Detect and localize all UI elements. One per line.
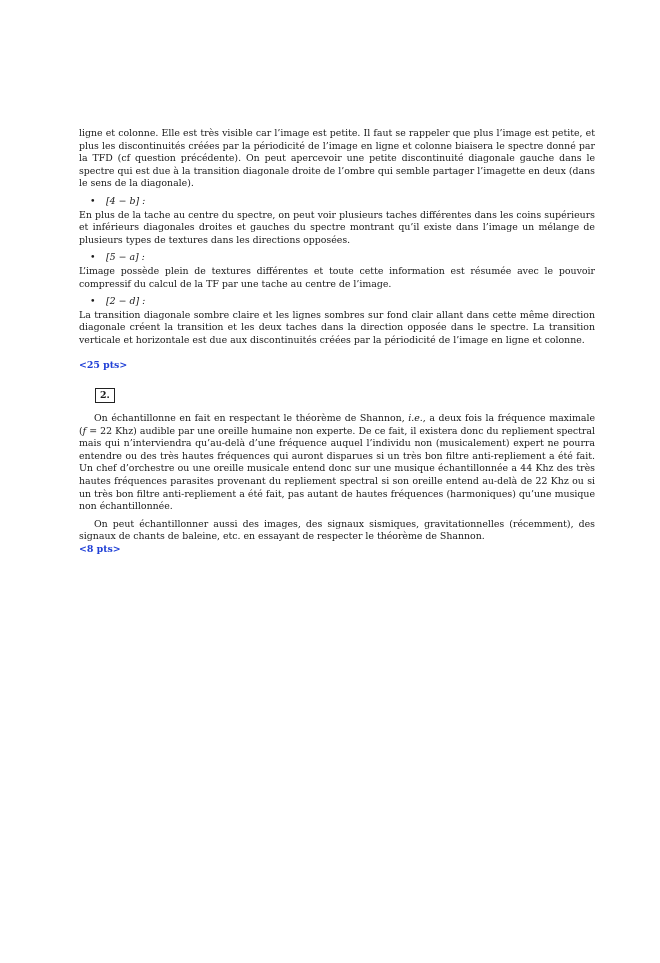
points-label-2: <8 pts>	[79, 544, 121, 556]
points-label-1: <25 pts>	[79, 359, 128, 371]
bullet-5a	[79, 252, 595, 265]
bullet-label-5a: [5 − a] :	[106, 252, 145, 264]
paragraph-2d: La transition diagonale sombre claire et les lignes sombres sur fond clair allant dans cette même direction diagonale créent la transition et les deux taches dans la direction opposée dans le spectre. La transition verticale et horizontale est due aux discontinuités créées par la périodicité de l’image en ligne et colonne.	[79, 309, 595, 346]
bullet-dot: •	[90, 296, 96, 308]
paragraph-other-signals: On peut échantillonner aussi des images, des signaux sismiques, gravitationnelles (récemment), des signaux de chants de baleine, etc. en essayant de respecter le théorème de Shannon.	[79, 518, 595, 543]
bullet-2d	[79, 296, 595, 309]
bullet-label-4b: [4 − b] :	[106, 195, 146, 207]
document-page	[79, 128, 595, 557]
question-number-box: 2.	[95, 388, 115, 403]
bullet-label-2d: [2 − d] :	[106, 296, 146, 308]
bullet-4b	[79, 196, 595, 209]
paragraph-transition-discontinuity: ligne et colonne. Elle est très visible car l’image est petite. Il faut se rappeler que plus l’image est petite, et plus les discontinuités créées par la périodicité de l’image en ligne et colonne biaisera le spectre donné par la TFD (cf question précédente). On peut apercevoir une petite discontinuité diagonale gauche dans le spectre qui est due à la transition diagonale droite de l’ombre qui semble partager l’imagette en deux (dans le sens de la diagonale).	[79, 128, 595, 190]
paragraph-4b: En plus de la tache au centre du spectre, on peut voir plusieurs taches différentes dans les coins supérieurs et inférieurs diagonales droites et gauches du spectre montrant qu’il existe dans l’image un mélange de plusieurs types de textures dans les directions opposées.	[79, 209, 595, 246]
bullet-dot: •	[90, 252, 96, 264]
paragraph-5a: L’image possède plein de textures différentes et toute cette information est résumée avec le pouvoir compressif du calcul de la TF par une tache au centre de l’image.	[79, 265, 595, 290]
bullet-dot: •	[90, 195, 96, 207]
paragraph-shannon: On échantillonne en fait en respectant le théorème de Shannon, i.e., a deux fois la fréquence maximale (f = 22 Khz) audible par une oreille humaine non experte. De ce fait, il existera donc du repliement spectral mais qui n’interviendra qu’au-delà d’une fréquence auquel l’individu non (musicalement) expert ne pourra entendre ou des très hautes fréquences qui auront disparues si un très bon filtre anti-repliement a été fait. Un chef d’orchestre ou une oreille musicale entend donc sur une musique échantillonnée a 44 Khz des très hautes fréquences parasites provenant du repliement spectral si son oreille entend au-delà de 22 Khz ou si un très bon filtre anti-repliement a été fait, pas autant de hautes fréquences (harmoniques) qu’une musique non échantillonnée.	[79, 413, 595, 513]
question-header	[79, 372, 595, 413]
